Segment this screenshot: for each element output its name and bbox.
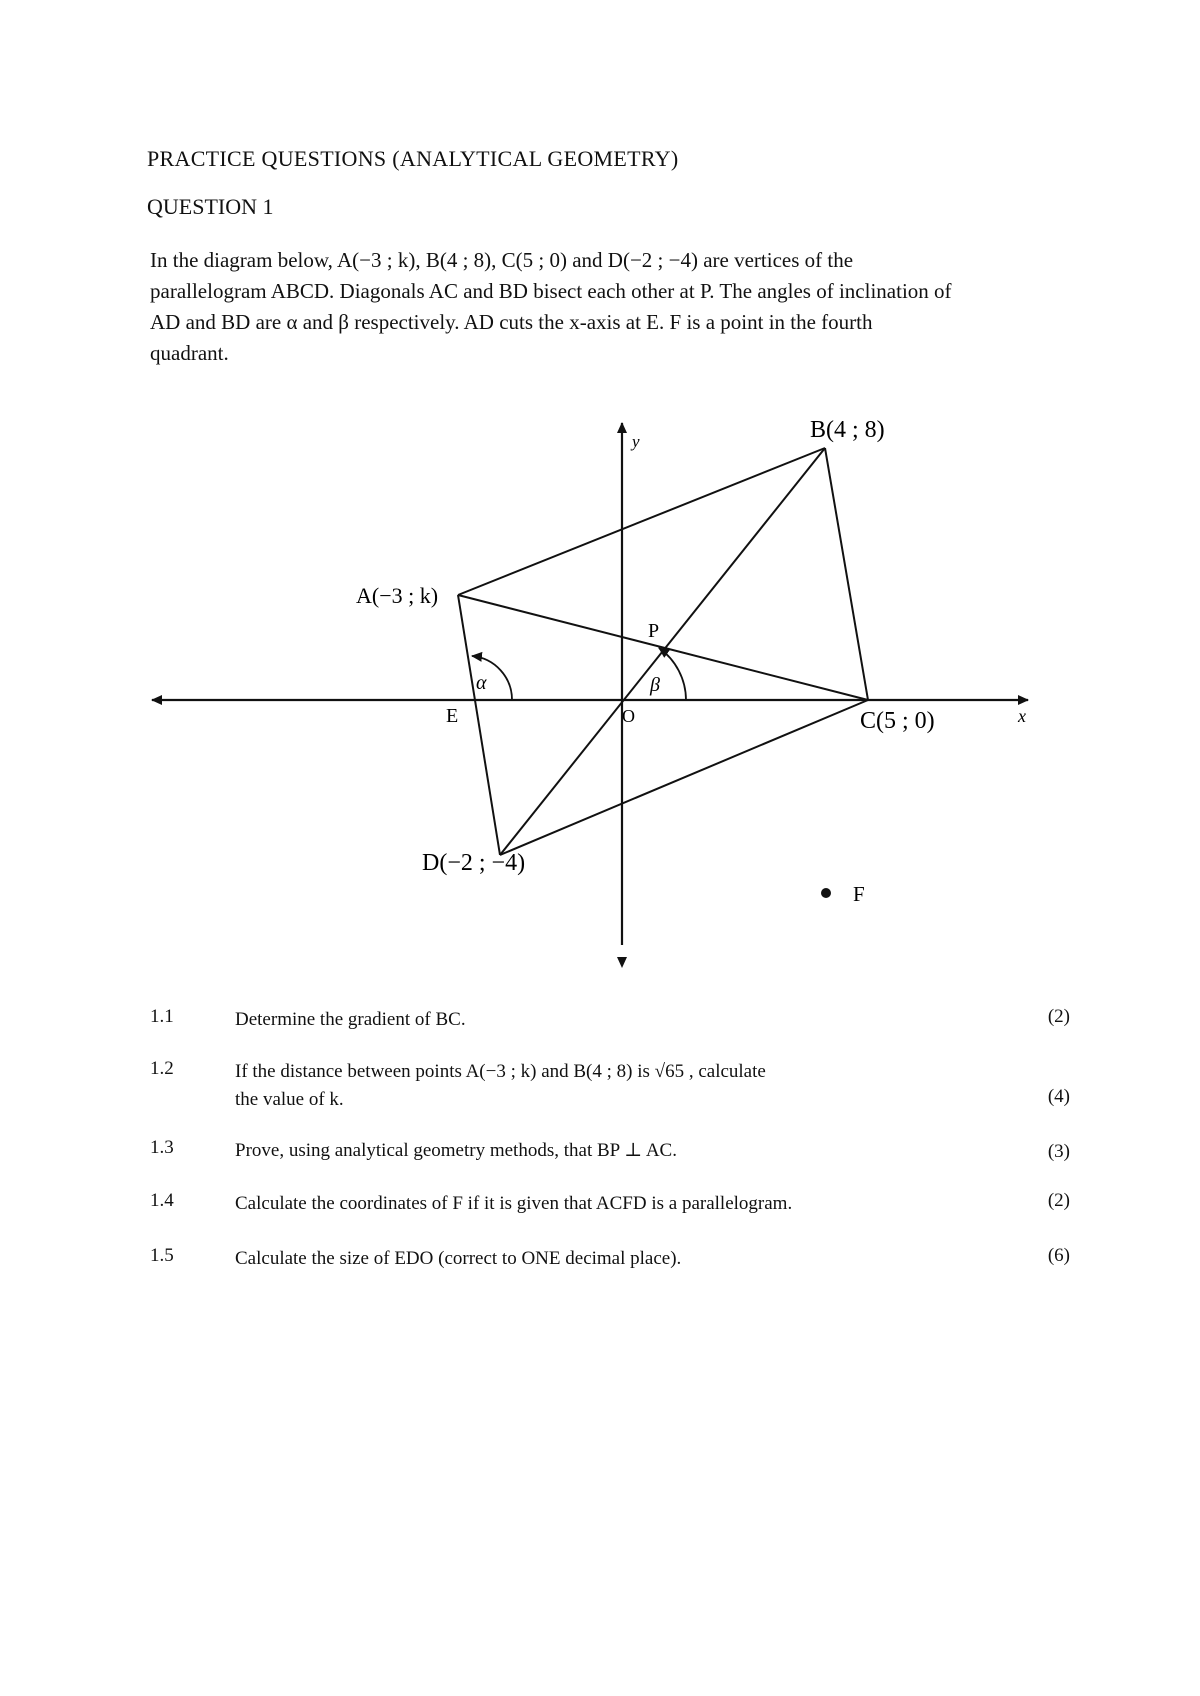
question-text: Calculate the size of EDO (correct to ONE decimal place).	[235, 1248, 682, 1269]
side-cd	[500, 700, 868, 855]
page-title: PRACTICE QUESTIONS (ANALYTICAL GEOMETRY)	[147, 146, 679, 171]
question-marks: (3)	[1047, 1141, 1070, 1162]
intro-line-1: In the diagram below, A(−3 ; k), B(4 ; 8), C(5 ; 0) and D(−2 ; −4) are vertices of the	[150, 248, 854, 272]
beta-arc	[659, 648, 686, 700]
label-e: E	[446, 705, 459, 727]
label-o: O	[622, 706, 635, 726]
question-marks: (2)	[1047, 1190, 1070, 1211]
question-number: 1.1	[150, 1006, 174, 1027]
question-heading: QUESTION 1	[147, 194, 274, 219]
question-number: 1.5	[150, 1245, 174, 1266]
question-text-line-1: If the distance between points A(−3 ; k) and B(4 ; 8) is √65 , calculate	[235, 1061, 766, 1082]
question-intro	[150, 245, 1080, 369]
side-ab	[458, 448, 825, 595]
question-text: Determine the gradient of BC.	[235, 1009, 466, 1030]
label-alpha: α	[476, 672, 487, 694]
label-c: C(5 ; 0)	[860, 708, 935, 734]
question-text: Calculate the coordinates of F if it is given that ACFD is a parallelogram.	[235, 1193, 793, 1214]
question-text: Prove, using analytical geometry methods, that BP ⊥ AC.	[235, 1140, 677, 1161]
label-f: F	[853, 882, 865, 906]
intro-line-2: parallelogram ABCD. Diagonals AC and BD bisect each other at P. The angles of inclination of	[150, 279, 952, 303]
label-b: B(4 ; 8)	[810, 417, 885, 443]
question-number: 1.3	[150, 1137, 174, 1158]
label-y-axis: y	[632, 432, 640, 451]
label-x-axis: x	[1018, 706, 1026, 726]
question-marks: (4)	[1047, 1086, 1070, 1107]
point-f-dot	[821, 888, 831, 898]
question-number: 1.4	[150, 1190, 174, 1211]
question-text	[235, 1058, 935, 1114]
label-d: D(−2 ; −4)	[422, 850, 526, 876]
label-a: A(−3 ; k)	[356, 583, 439, 608]
question-number: 1.2	[150, 1058, 174, 1079]
side-bc	[825, 448, 868, 700]
intro-line-3: AD and BD are α and β respectively. AD cuts the x-axis at E. F is a point in the fourth	[150, 310, 873, 334]
parallelogram-diagram	[140, 415, 1040, 975]
label-beta: β	[650, 674, 660, 696]
intro-line-4: quadrant.	[150, 341, 229, 365]
diagonal-ac	[458, 595, 868, 700]
side-da	[458, 595, 500, 855]
question-text-line-2: the value of k.	[235, 1089, 344, 1110]
question-marks: (6)	[1047, 1245, 1070, 1266]
label-p: P	[648, 620, 660, 642]
question-marks: (2)	[1047, 1006, 1070, 1027]
